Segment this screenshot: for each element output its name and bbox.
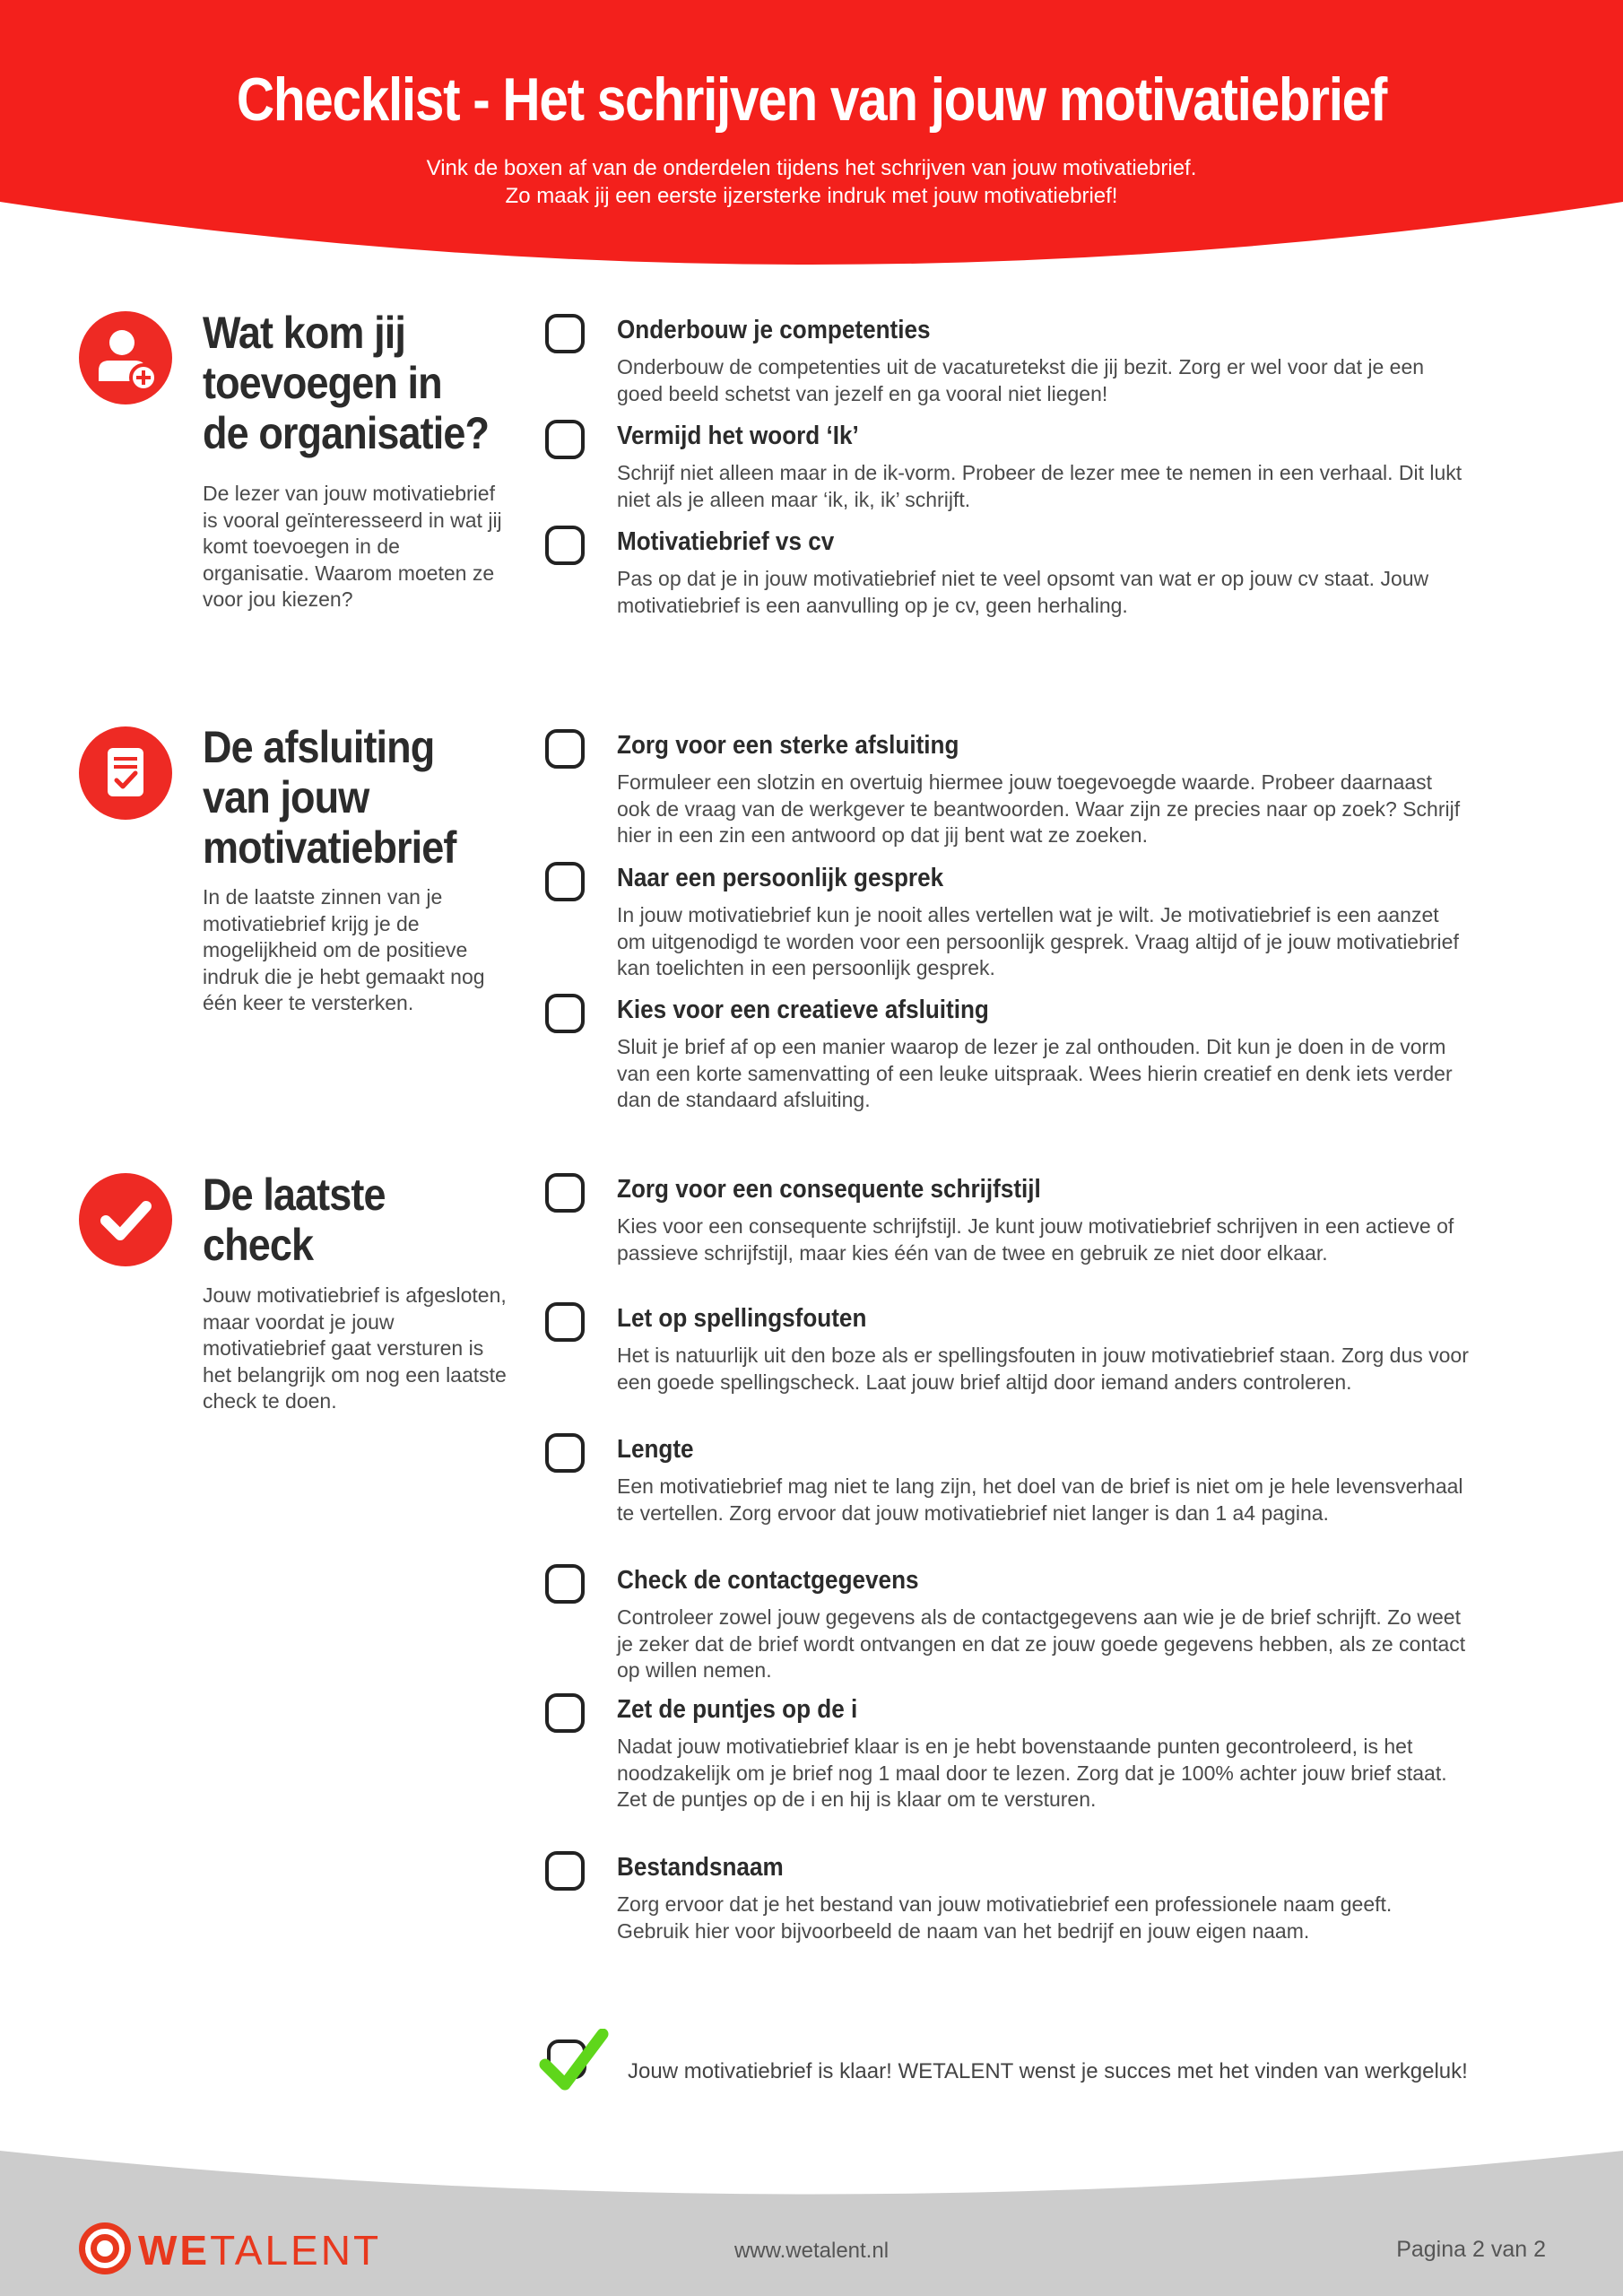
final-message: Jouw motivatiebrief is klaar! WETALENT wenst je succes met het vinden van werkgeluk! xyxy=(628,2059,1468,2083)
item-body: Het is natuurlijk uit den boze als er spellingsfouten in jouw motivatiebrief staan. Zorg dus voor een goede spellingscheck. Laat jouw brief altijd door iemand anders controleren. xyxy=(617,1344,1469,1394)
item-title: Let op spellingsfouten xyxy=(617,1304,867,1333)
item-title: Check de contactgegevens xyxy=(617,1566,919,1595)
item-title: Lengte xyxy=(617,1435,694,1464)
section-title: De laatste check xyxy=(203,1170,386,1270)
checkbox[interactable] xyxy=(545,1302,585,1342)
checkbox[interactable] xyxy=(545,1433,585,1473)
item-body: Sluit je brief af op een manier waarop de lezer je zal onthouden. Dit kun je doen in de vorm van een korte samenvatting of een leuke uitspraak. Wees hierin creatief en denk iets verder dan de standaard afsluiting. xyxy=(617,1035,1453,1111)
checkbox[interactable] xyxy=(545,1693,585,1733)
header-background xyxy=(0,0,1623,278)
item-title: Onderbouw je competenties xyxy=(617,316,931,344)
checkbox[interactable] xyxy=(545,314,585,353)
item-body: Schrijf niet alleen maar in de ik-vorm. Probeer de lezer mee te nemen in een verhaal. Dit lukt niet als je alleen maar ‘ik, ik, ik’ schrijft. xyxy=(617,461,1462,511)
section-description: De lezer van jouw motivatiebrief is vooral geïnteresseerd in wat jij komt toevoegen in de organisatie. Waarom moeten ze voor jou kiezen? xyxy=(203,482,502,611)
page-subtitle xyxy=(0,154,1623,210)
item-body: Pas op dat je in jouw motivatiebrief niet te veel opsomt van wat er op jouw cv staat. Jouw motivatiebrief is een aanvulling op je cv, geen herhaling. xyxy=(617,567,1429,617)
checkbox[interactable] xyxy=(545,1564,585,1604)
item-body: Een motivatiebrief mag niet te lang zijn, het doel van de brief is niet om je hele levensverhaal te vertellen. Zorg ervoor dat jouw motivatiebrief niet langer is dan 1 a4 pagina. xyxy=(617,1474,1463,1525)
item-title: Bestandsnaam xyxy=(617,1853,784,1882)
page-number: Pagina 2 van 2 xyxy=(1396,2237,1546,2262)
section-title: Wat kom jij toevoegen in de organisatie? xyxy=(203,308,490,458)
checkbox[interactable] xyxy=(545,1173,585,1213)
item-title: Motivatiebrief vs cv xyxy=(617,527,835,556)
person-plus-icon xyxy=(79,311,172,404)
header-banner xyxy=(0,0,1623,278)
item-title: Naar een persoonlijk gesprek xyxy=(617,864,944,892)
item-body: Onderbouw de competenties uit de vacaturetekst die jij bezit. Zorg er wel voor dat je een goed beeld schetst van jezelf en ga vooral niet liegen! xyxy=(617,355,1425,405)
checkmark-icon xyxy=(79,1173,172,1266)
item-title: Kies voor een creatieve afsluiting xyxy=(617,996,989,1024)
item-body: Zorg ervoor dat je het bestand van jouw motivatiebrief een professionele naam geeft. Gebruik hier voor bijvoorbeeld de naam van het bedrijf en jouw eigen naam. xyxy=(617,1892,1393,1943)
checkbox[interactable] xyxy=(545,420,585,459)
green-checkmark-icon xyxy=(538,2029,619,2100)
logo-text: WETALENT xyxy=(138,2227,382,2274)
checkbox[interactable] xyxy=(545,994,585,1033)
page-title: Checklist - Het schrijven van jouw motivatiebrief xyxy=(236,65,1387,134)
document-check-icon xyxy=(79,726,172,820)
checkbox[interactable] xyxy=(545,526,585,565)
item-body: In jouw motivatiebrief kun je nooit alles vertellen wat je wilt. Je motivatiebrief is een aanzet om uitgenodigd te worden voor een persoonlijk gesprek. Vraag altijd of je jouw motivatiebrief kan toelichten in een persoonlijk gesprek. xyxy=(617,903,1459,979)
item-body: Controleer zowel jouw gegevens als de contactgegevens aan wie je de brief schrijft. Zo weet je zeker dat de brief wordt ontvangen en dat ze jouw goede gegevens hebben, als ze contact op willen nemen. xyxy=(617,1605,1466,1682)
final-check[interactable] xyxy=(538,2029,1614,2092)
subtitle-line-1: Vink de boxen af van de onderdelen tijdens het schrijven van jouw motivatiebrief. xyxy=(426,156,1197,180)
item-body: Formuleer een slotzin en overtuig hiermee jouw toegevoegde waarde. Probeer daarnaast ook de vraag van de werkgever te beantwoorden. Waar zijn ze precies naar op zoek? Schrijf hier in een zin een antwoord op dat jij bent wat ze zoeken. xyxy=(617,770,1461,847)
item-title: Zet de puntjes op de i xyxy=(617,1695,858,1724)
section-description: In de laatste zinnen van je motivatiebrief krijg je de mogelijkheid om de positieve indruk die je hebt gemaakt nog één keer te versterken. xyxy=(203,885,485,1014)
checkbox[interactable] xyxy=(545,862,585,901)
section-title: De afsluiting van jouw motivatiebrief xyxy=(203,722,456,873)
item-title: Zorg voor een sterke afsluiting xyxy=(617,731,959,760)
checkbox[interactable] xyxy=(545,729,585,769)
item-body: Nadat jouw motivatiebrief klaar is en je hebt bovenstaande punten gecontroleerd, is het noodzakelijk om je brief nog 1 maal door te lezen. Zorg dat je 100% achter jouw brief staat. Zet de puntjes op de i en hij is klaar om te versturen. xyxy=(617,1735,1447,1811)
item-title: Zorg voor een consequente schrijfstijl xyxy=(617,1175,1041,1204)
section-description: Jouw motivatiebrief is afgesloten, maar voordat je jouw motivatiebrief gaat versturen is het belangrijk om nog een laatste check te doen. xyxy=(203,1283,507,1413)
item-title: Vermijd het woord ‘Ik’ xyxy=(617,422,859,450)
subtitle-line-2: Zo maak jij een eerste ijzersterke indruk met jouw motivatiebrief! xyxy=(505,184,1118,208)
footer-url[interactable]: www.wetalent.nl xyxy=(733,2239,890,2263)
checkbox[interactable] xyxy=(545,1851,585,1891)
item-body: Kies voor een consequente schrijfstijl. Je kunt jouw motivatiebrief schrijven in een actieve of passieve schrijfstijl, maar kies één van de twee en gebruik ze niet door elkaar. xyxy=(617,1214,1454,1265)
